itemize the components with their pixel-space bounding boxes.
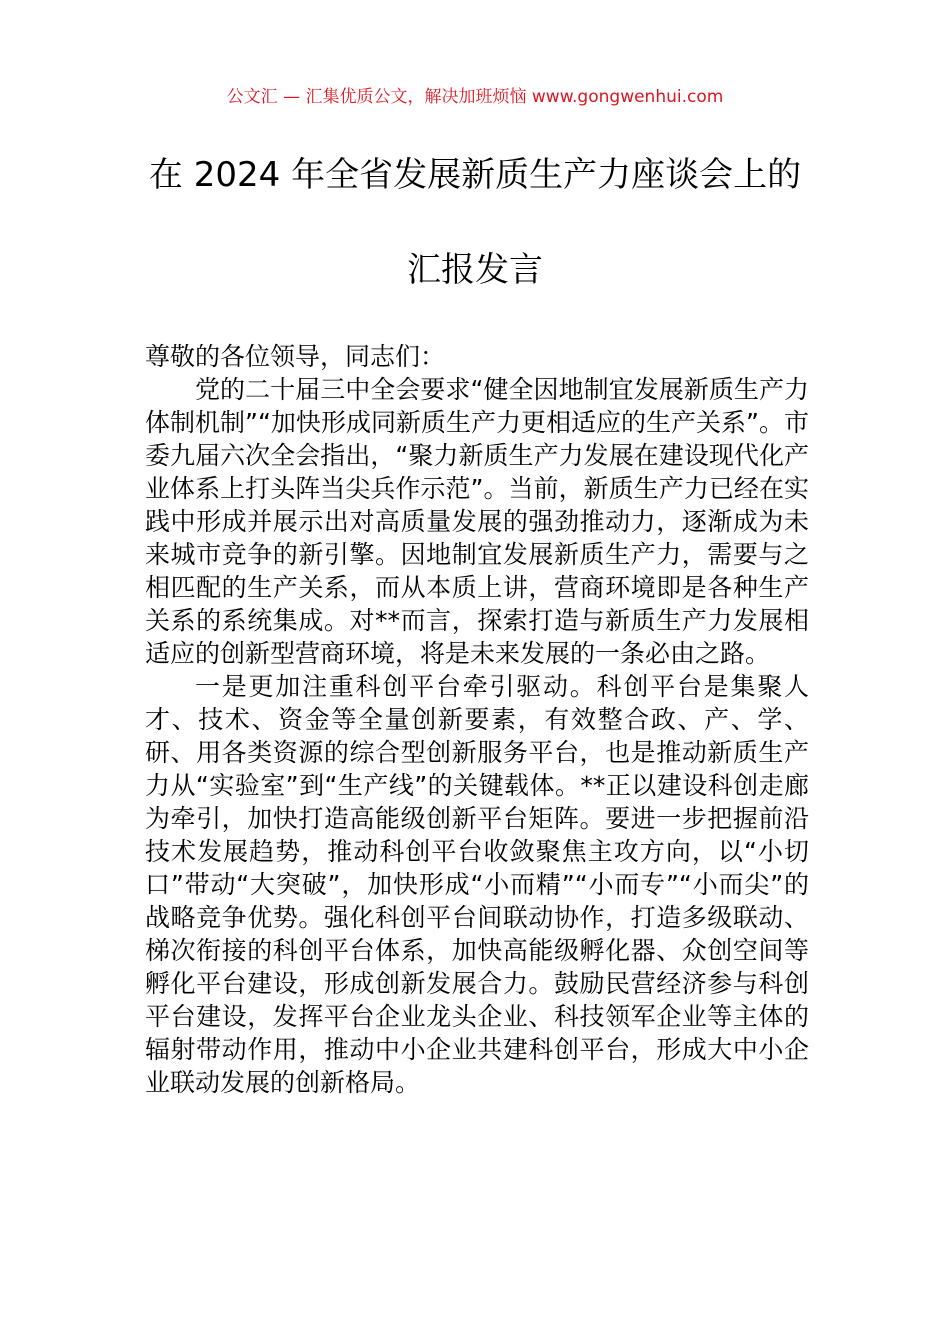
paragraph-point-one: 一是更加注重科创平台牵引驱动。科创平台是集聚人才、技术、资金等全量创新要素，有效整合政、产、学、研、用各类资源的综合型创新服务平台，也是推动新质生产力从“实验室”到“生产线”的关键载体。**正以建设科创走廊为牵引，加快打造高能级创新平台矩阵。要进一步把握前沿技术发展趋势，推动科创平台收敛聚焦主攻方向，以“小切口”带动“大突破”，加快形成“小而精”“小而专”“小而尖”的战略竞争优势。强化科创平台间联动协作，打造多级联动、梯次衔接的科创平台体系，加快高能级孵化器、众创空间等孵化平台建设，形成创新发展合力。鼓励民营经济参与科创平台建设，发挥平台企业龙头企业、科技领军企业等主体的辐射带动作用，推动中小企业共建科创平台，形成大中小企业联动发展的创新格局。 xyxy=(145,672,809,1097)
watermark-banner: 公文汇 — 汇集优质公文，解决加班烦恼 www.gongwenhui.com xyxy=(226,87,724,107)
document-body xyxy=(145,340,809,1099)
salutation: 尊敬的各位领导，同志们： xyxy=(145,342,446,371)
document-title-line-1: 在 2024 年全省发展新质生产力座谈会上的 xyxy=(148,155,802,195)
document-title-line-2: 汇报发言 xyxy=(407,250,543,290)
paragraph-intro: 党的二十届三中全会要求“健全因地制宜发展新质生产力体制机制”“加快形成同新质生产力更相适应的生产关系”。市委九届六次全会指出，“聚力新质生产力发展在建设现代化产业体系上打头阵当尖兵作示范”。当前，新质生产力已经在实践中形成并展示出对高质量发展的强劲推动力，逐渐成为未来城市竞争的新引擎。因地制宜发展新质生产力，需要与之相匹配的生产关系，而从本质上讲，营商环境即是各种生产关系的系统集成。对**而言，探索打造与新质生产力发展相适应的创新型营商环境，将是未来发展的一条必由之路。 xyxy=(145,375,809,668)
